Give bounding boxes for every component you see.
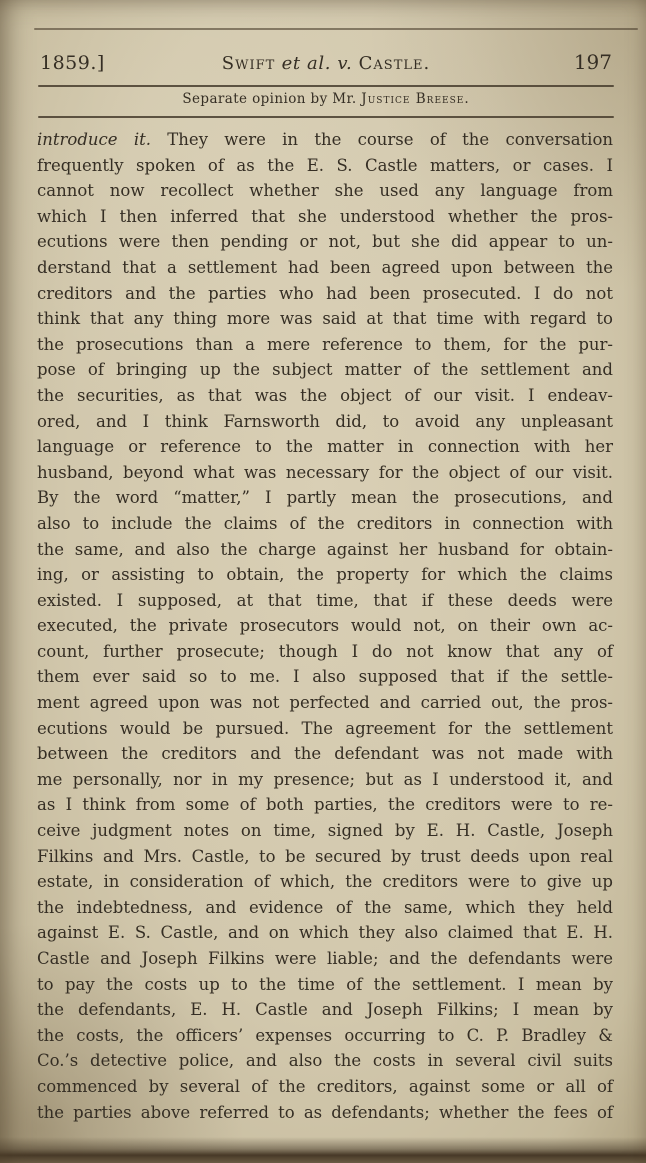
subheader-judge: Justice Breese. [361,91,470,107]
header-case-title [160,53,492,74]
body-line: as I think from some of both parties, the creditors were to re- [37,795,613,815]
case-middle: et al. v. [281,53,353,74]
body-line: creditors and the parties who had been prosecuted. I do not [37,283,613,303]
body-lines-container [37,153,613,1126]
body-line: language or reference to the matter in connection with her [37,437,613,457]
header-year: 1859.] [40,52,105,74]
body-line: executed, the private prosecutors would not, on their own ac- [37,616,613,636]
body-line: the securities, as that was the object of our visit. I endeav- [37,385,613,405]
body-line: ecutions were then pending or not, but she did appear to un- [37,232,613,252]
body-line: ecutions would be pursued. The agreement for the settlement [37,718,613,738]
body-line: me personally, nor in my presence; but as I understood it, and [37,769,613,789]
opinion-subheader [38,91,614,107]
body-line: pose of bringing up the subject matter of the settlement and [37,360,613,380]
body-line: By the word “matter,” I partly mean the prosecutions, and [37,488,613,508]
header-rule-bottom [38,116,614,118]
opinion-body-text [37,127,613,1125]
body-line: ored, and I think Farnsworth did, to avoid any unpleasant [37,411,613,431]
body-line-first [37,127,613,153]
body-line: existed. I supposed, at that time, that if these deeds were [37,590,613,610]
body-line: ing, or assisting to obtain, the property for which the claims [37,565,613,585]
body-line: Castle and Joseph Filkins were liable; and the defendants were [37,949,613,968]
page-header [40,50,612,74]
body-line: the indebtedness, and evidence of the same, which they held [37,897,613,917]
body-line: the costs, the officers’ expenses occurring to C. P. Bradley & [37,1025,613,1045]
body-line: cannot now recollect whether she used any language from [37,181,613,201]
body-line: the prosecutions than a mere reference to them, for the pur- [37,334,613,354]
body-line: between the creditors and the defendant was not made with [37,744,613,764]
body-line: Co.’s detective police, and also the costs in several civil suits [37,1051,613,1071]
body-line: think that any thing more was said at that time with regard to [37,309,613,329]
body-line: estate, in consideration of which, the creditors were to give up [37,872,613,892]
body-line: also to include the claims of the creditors in connection with [37,513,613,533]
body-line: against E. S. Castle, and on which they also claimed that E. H. [37,923,613,943]
body-line: to pay the costs up to the time of the settlement. I mean by [37,974,613,994]
body-line: them ever said so to me. I also supposed that if the settle- [37,667,613,687]
lead-italic-text: introduce it. [37,130,151,149]
body-line: the same, and also the charge against her husband for obtain- [37,539,613,559]
body-line: frequently spoken of as the E. S. Castle matters, or cases. I [37,155,613,175]
body-line: ment agreed upon was not perfected and carried out, the pros- [37,693,613,713]
body-line: the parties above referred to as defendants; whether the fees of [37,1102,613,1122]
lead-rest-text: They were in the course of the conversation [167,130,614,149]
body-line: the defendants, E. H. Castle and Joseph Filkins; I mean by [37,1000,613,1020]
body-line: ceive judgment notes on time, signed by E. H. Castle, Joseph [37,821,613,841]
scan-edge-bottom [0,1137,646,1163]
body-line: derstand that a settlement had been agreed upon between the [37,257,613,277]
subheader-prefix: Separate opinion by Mr. [182,91,357,107]
body-line: commenced by several of the creditors, against some or all of [37,1076,613,1096]
scan-edge-top-line [34,28,638,30]
body-line: which I then inferred that she understood whether the pros- [37,206,613,226]
body-line: Filkins and Mrs. Castle, to be secured by trust deeds upon real [37,846,613,866]
case-party1: Swift [221,53,276,74]
header-page-number: 197 [573,50,612,74]
case-party2: Castle. [358,53,431,74]
body-line: husband, beyond what was necessary for the object of our visit. [37,462,613,482]
body-line: count, further prosecute; though I do not know that any of [37,641,613,661]
header-rule-top [38,85,614,87]
